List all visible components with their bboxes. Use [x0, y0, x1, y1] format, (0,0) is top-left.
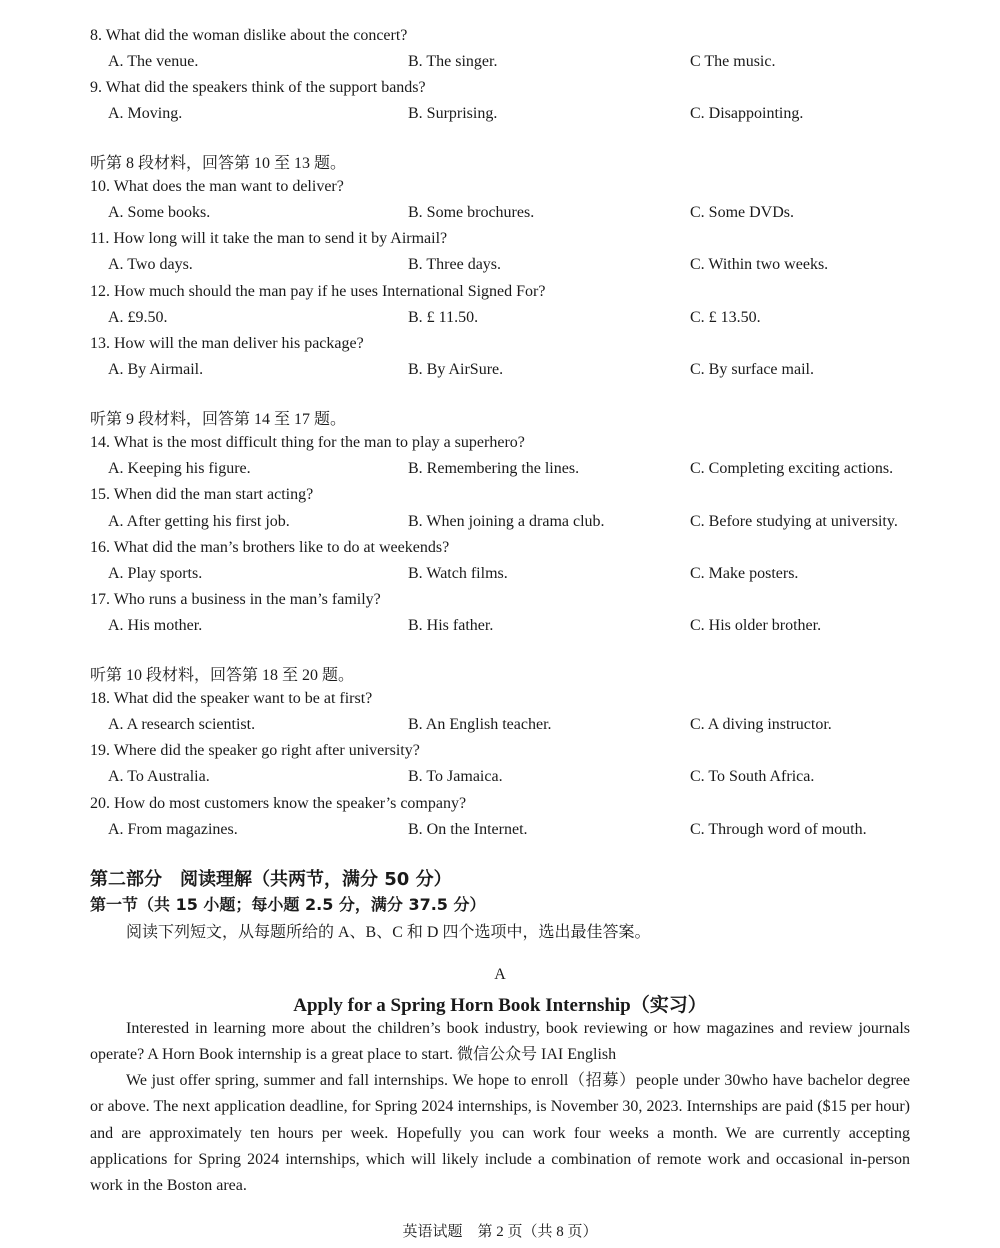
section-10-heading: 听第 10 段材料，回答第 18 至 20 题。	[90, 667, 355, 684]
page-footer: 英语试题 第 2 页（共 8 页）	[402, 1224, 598, 1240]
option-11a: A. Two days.	[108, 256, 193, 273]
option-16b: B. Watch films.	[408, 565, 508, 582]
option-20a: A. From magazines.	[108, 821, 238, 838]
reading-instruction: 阅读下列短文，从每题所给的 A、B、C 和 D 四个选项中，选出最佳答案。	[126, 924, 651, 941]
question-16: 16. What did the man’s brothers like to do at weekends?	[90, 539, 450, 556]
option-16c: C. Make posters.	[690, 565, 799, 582]
option-18a: A. A research scientist.	[108, 716, 256, 733]
passage-letter: A	[494, 966, 506, 983]
question-12: 12. How much should the man pay if he uses International Signed For?	[90, 283, 546, 300]
option-20c: C. Through word of mouth.	[690, 821, 867, 838]
option-18b: B. An English teacher.	[408, 716, 552, 733]
option-19b: B. To Jamaica.	[408, 768, 503, 785]
option-9c: C. Disappointing.	[690, 105, 804, 122]
question-18: 18. What did the speaker want to be at first?	[90, 690, 373, 707]
option-10b: B. Some brochures.	[408, 204, 535, 221]
question-13: 13. How will the man deliver his package?	[90, 335, 364, 352]
option-13b: B. By AirSure.	[408, 361, 504, 378]
option-17c: C. His older brother.	[690, 617, 822, 634]
section-8-heading: 听第 8 段材料，回答第 10 至 13 题。	[90, 155, 347, 172]
option-10a: A. Some books.	[108, 204, 211, 221]
option-17b: B. His father.	[408, 617, 494, 634]
option-9b: B. Surprising.	[408, 105, 498, 122]
question-19: 19. Where did the speaker go right after university?	[90, 742, 420, 759]
option-19a: A. To Australia.	[108, 768, 210, 785]
option-9a: A. Moving.	[108, 105, 183, 122]
option-19c: C. To South Africa.	[690, 768, 815, 785]
section-1-title: 第一节（共 15 小题；每小题 2.5 分，满分 37.5 分）	[90, 895, 486, 914]
option-20b: B. On the Internet.	[408, 821, 528, 838]
option-8c: C The music.	[690, 53, 776, 70]
question-9: 9. What did the speakers think of the support bands?	[90, 79, 426, 96]
option-15c: C. Before studying at university.	[690, 513, 898, 530]
option-14b: B. Remembering the lines.	[408, 460, 580, 477]
passage-title: Apply for a Spring Horn Book Internship（实习）	[293, 995, 707, 1016]
option-15a: A. After getting his first job.	[108, 513, 290, 530]
passage-paragraph-1: Interested in learning more about the children’s book industry, book reviewing or how magazines and review journals operate? A Horn Book internship is a great place to start. 微信公众号 IAI English	[90, 1020, 910, 1064]
option-11c: C. Within two weeks.	[690, 256, 829, 273]
option-8a: A. The venue.	[108, 53, 199, 70]
question-11: 11. How long will it take the man to send it by Airmail?	[90, 230, 448, 247]
option-16a: A. Play sports.	[108, 565, 203, 582]
option-11b: B. Three days.	[408, 256, 502, 273]
option-14c: C. Completing exciting actions.	[690, 460, 894, 477]
question-20: 20. How do most customers know the speaker’s company?	[90, 795, 467, 812]
option-12a: A. £9.50.	[108, 309, 168, 326]
option-13a: A. By Airmail.	[108, 361, 204, 378]
option-14a: A. Keeping his figure.	[108, 460, 251, 477]
question-8: 8. What did the woman dislike about the concert?	[90, 27, 408, 44]
option-8b: B. The singer.	[408, 53, 498, 70]
option-15b: B. When joining a drama club.	[408, 513, 605, 530]
option-18c: C. A diving instructor.	[690, 716, 832, 733]
part-2-title: 第二部分 阅读理解（共两节，满分 50 分）	[90, 869, 452, 890]
section-9-heading: 听第 9 段材料，回答第 14 至 17 题。	[90, 411, 347, 428]
question-15: 15. When did the man start acting?	[90, 486, 314, 503]
option-12c: C. £ 13.50.	[690, 309, 761, 326]
option-17a: A. His mother.	[108, 617, 203, 634]
option-13c: C. By surface mail.	[690, 361, 814, 378]
option-12b: B. £ 11.50.	[408, 309, 479, 326]
question-10: 10. What does the man want to deliver?	[90, 178, 344, 195]
question-14: 14. What is the most difficult thing for the man to play a superhero?	[90, 434, 525, 451]
passage-paragraph-2: We just offer spring, summer and fall internships. We hope to enroll（招募）people under 30who have bachelor degree or above. The next application deadline, for Spring 2024 internships, is November 30, 2023. Internships are paid ($15 per hour) and are approximately ten hours per week. Hopefully you can work four weeks a month. We are currently accepting applications for Spring 2024 internships, which will likely include a combination of remote work and occasional in-person work in the Boston area.	[90, 1072, 910, 1195]
question-17: 17. Who runs a business in the man’s family?	[90, 591, 381, 608]
option-10c: C. Some DVDs.	[690, 204, 795, 221]
